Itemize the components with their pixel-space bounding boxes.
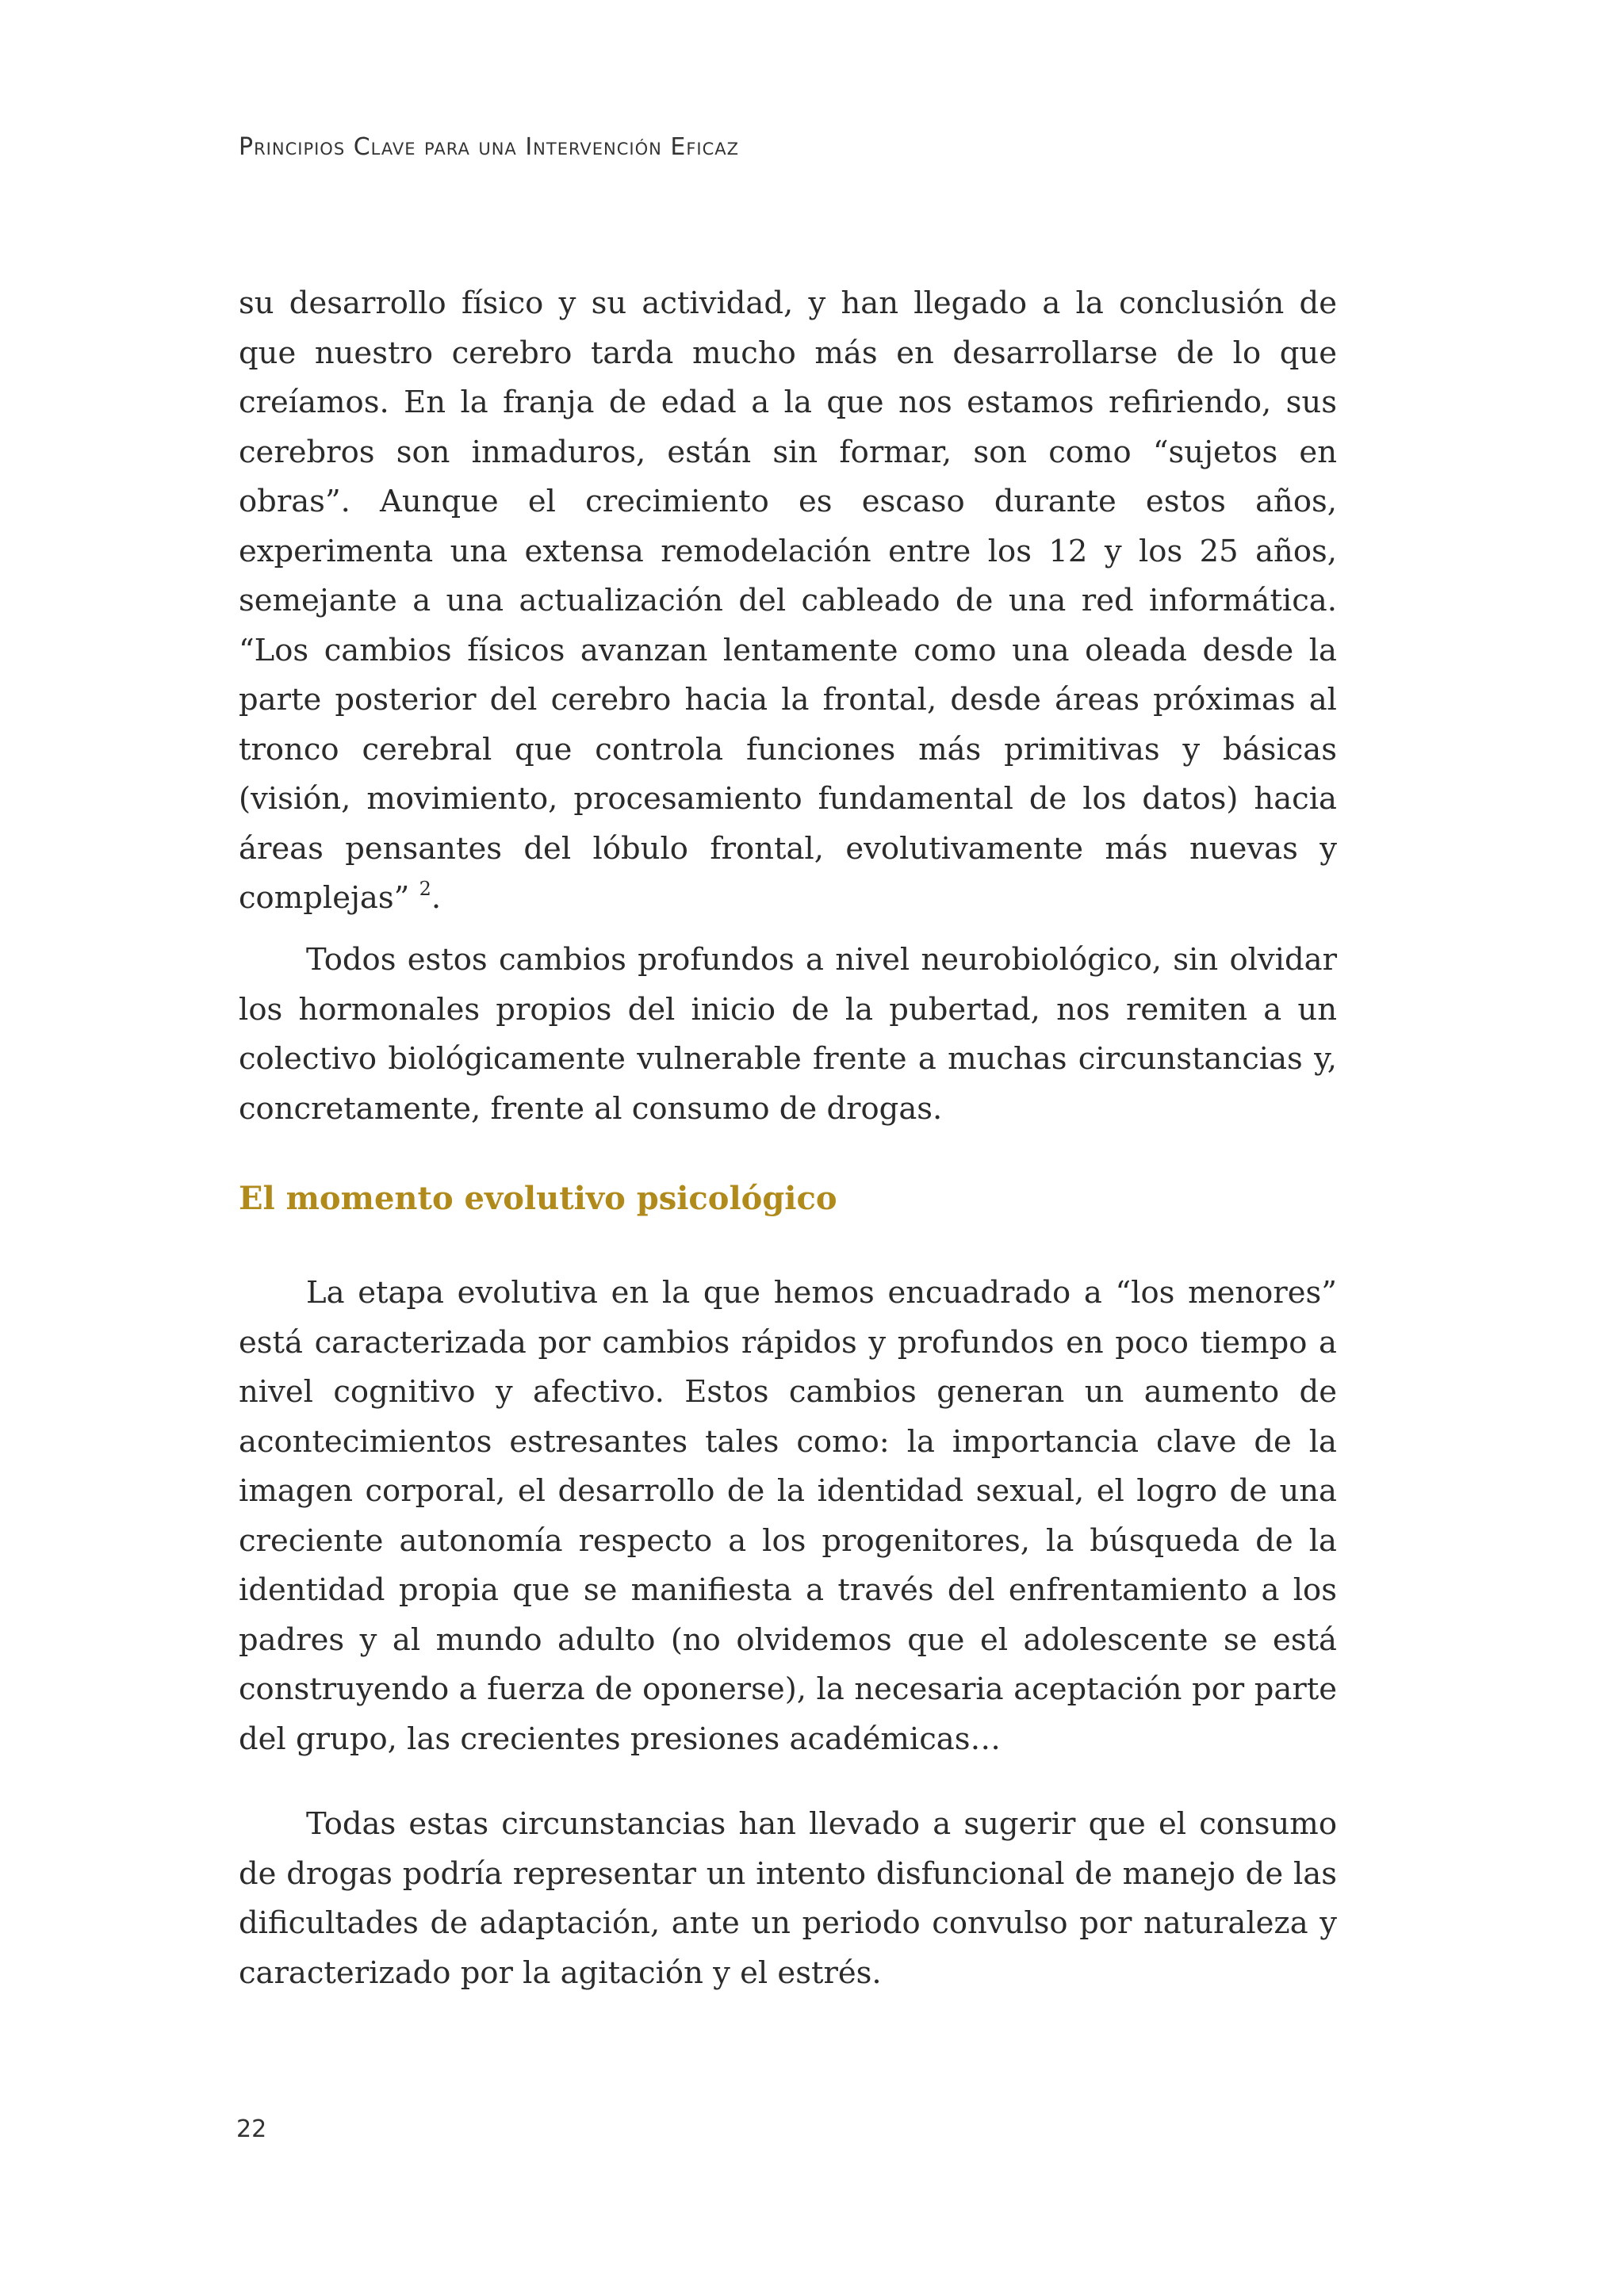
paragraph-2: Todos estos cambios profundos a nivel neurobiológico, sin olvidar los hormonales propios del inicio de la pubertad, nos remiten a un colectivo biológicamente vulnerable frente a muchas circunstancias y, concretamente, frente al consumo de drogas. — [239, 942, 1337, 1127]
paragraph-3: La etapa evolutiva en la que hemos encuadrado a “los menores” está caracterizada por cambios rápidos y profundos en poco tiempo a nivel cognitivo y afectivo. Estos cambios generan un aumento de acontecimientos estresantes tales como: la importancia clave de la imagen corporal, el desarrollo de la identidad sexual, el logro de una creciente autonomía respecto a los progenitores, la búsqueda de la identidad propia que se manifiesta a través del enfrentamiento a los padres y al mundo adulto (no olvidemos que el adolescente se está construyendo a fuerza de oponerse), la necesaria aceptación por parte del grupo, las crecientes presiones académicas… — [239, 1275, 1337, 1757]
paragraph-4: Todas estas circunstancias han llevado a sugerir que el consumo de drogas podría representar un intento disfuncional de manejo de las dificultades de adaptación, ante un periodo convulso por naturaleza y caracterizado por la agitación y el estrés. — [239, 1806, 1337, 1991]
paragraph-1-end: . — [431, 880, 442, 916]
page-number: 22 — [236, 2115, 267, 2143]
footnote-reference: 2 — [419, 878, 431, 900]
section-heading: El momento evolutivo psicológico — [239, 1180, 837, 1217]
paragraph-1-text: su desarrollo físico y su actividad, y han llegado a la conclusión de que nuestro cerebro tarda mucho más en desarrollarse de lo que creíamos. En la franja de edad a la que nos estamos refiriendo, sus cerebros son inmaduros, están sin formar, son como “sujetos en obras”. Aunque el crecimiento es escaso durante estos años, experimenta una extensa remodelación entre los 12 y los 25 años, semejante a una actualización del cableado de una red informática. “Los cambios físicos avanzan lentamente como una oleada desde la parte posterior del cerebro hacia la frontal, desde áreas próximas al tronco cerebral que controla funciones más primitivas y básicas (visión, movimiento, procesamiento fundamental de los datos) hacia áreas pensantes del lóbulo frontal, evolutivamente más nuevas y complejas” — [239, 285, 1337, 916]
paragraph-1 — [239, 279, 1337, 924]
running-header: Principios Clave para una Intervención Eficaz — [239, 133, 740, 161]
